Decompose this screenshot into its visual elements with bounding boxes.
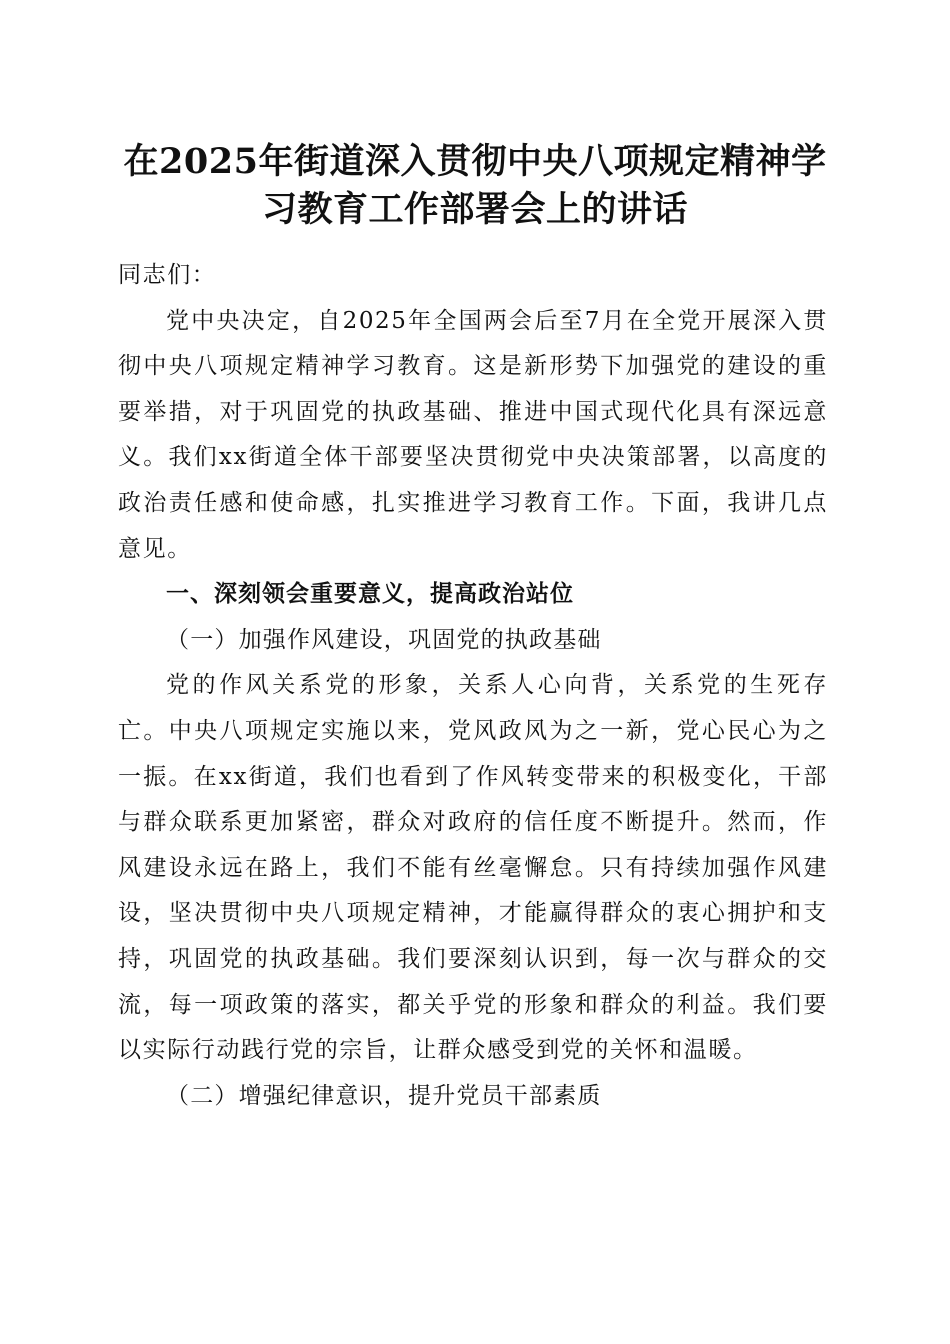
subsection-2-heading: （二）增强纪律意识，提升党员干部素质 [166,1082,602,1109]
subsection-1-heading: （一）加强作风建设，巩固党的执政基础 [166,626,602,653]
section-1-heading: 一、深刻领会重要意义，提高政治站位 [166,581,574,608]
intro-paragraph: 党中央决定，自2025年全国两会后至7月在全党开展深入贯彻中央八项规定精神学习教育。这是新形势下加强党的建设的重要举措，对于巩固党的执政基础、推进中国式现代化具有深远意义。我们xx街道全体干部要坚决贯彻党中央决策部署，以高度的政治责任感和使命感，扎实推进学习教育工作。下面，我讲几点意见。 [118,307,828,562]
salutation: 同志们： [118,262,217,288]
subsection-1-paragraph: 党的作风关系党的形象，关系人心向背，关系党的生死存亡。中央八项规定实施以来，党风政风为之一新，党心民心为之一振。在xx街道，我们也看到了作风转变带来的积极变化，干部与群众联系更加紧密，群众对政府的信任度不断提升。然而，作风建设永远在路上，我们不能有丝毫懈怠。只有持续加强作风建设，坚决贯彻中央八项规定精神，才能赢得群众的衷心拥护和支持，巩固党的执政基础。我们要深刻认识到，每一次与群众的交流，每一项政策的落实，都关乎党的形象和群众的利益。我们要以实际行动践行党的宗旨，让群众感受到党的关怀和温暖。 [118,672,828,1064]
document-title [100,138,850,234]
title-line-2: 习教育工作部署会上的讲话 [261,189,688,230]
title-line-1: 在2025年街道深入贯彻中央八项规定精神学 [123,141,827,182]
document-body [118,253,828,1119]
